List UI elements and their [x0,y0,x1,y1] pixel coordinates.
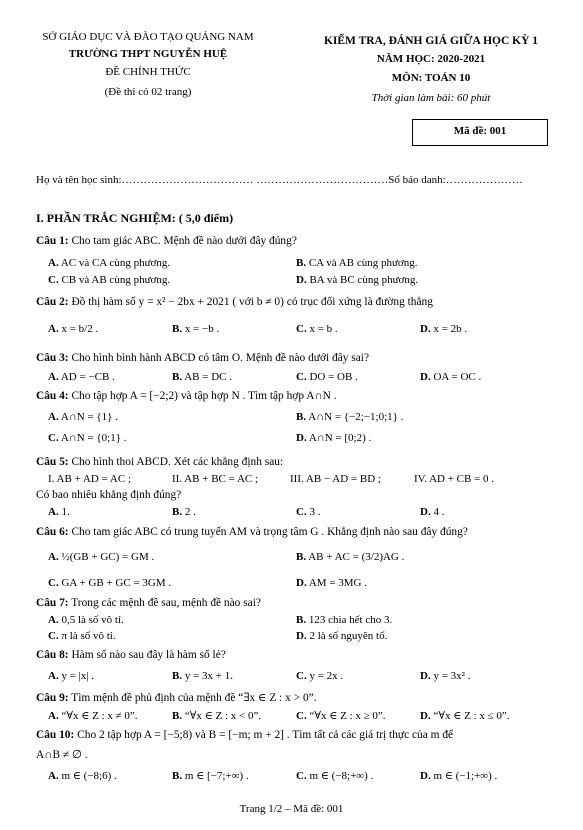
q1-option-b: B. CA và AB cùng phương. [296,257,418,269]
q8-option-a: A. y = |x| . [48,670,95,682]
official-label: ĐỀ CHÍNH THỨC [105,66,191,78]
q3-option-b: B. AB = DC . [172,371,233,383]
student-info-line: Họ và tên học sinh:……………………………… ………………………………Số báo danh:………………… [36,174,523,186]
section-title: I. PHẦN TRẮC NGHIỆM: ( 5,0 điểm) [36,211,234,225]
q5-statement-4: IV. AD + CB = 0 . [414,473,495,485]
q5-option-d: D. 4 . [420,506,445,518]
q7-option-a: A. 0,5 là số vô tỉ. [48,614,124,626]
q5-option-b: B. 2 . [172,506,196,518]
q6-option-c: C. GA + GB + GC = 3GM . [48,577,172,589]
q9-option-c: C. “∀x ∈ Z : x ≥ 0”. [296,710,386,722]
q1-option-c: C. CB và AB cùng phương. [48,274,171,286]
q4-option-c: C. A∩N = {0;1} . [48,432,127,444]
q7-option-d: D. 2 là số nguyên tố. [296,630,388,642]
q2-option-b: B. x = −b . [172,323,220,335]
q7-option-b: B. 123 chia hết cho 3. [296,614,393,626]
q9-option-b: B. “∀x ∈ Z : x < 0”. [172,710,262,722]
q7-option-c: C. π là số vô tỉ. [48,630,116,642]
q2-option-c: C. x = b . [296,323,338,335]
q4-option-a: A. A∩N = {1} . [48,411,118,423]
question-2: Câu 2: Đồ thị hàm số y = x² − 2bx + 2021 ( với b ≠ 0) có trục đối xứng là đường thẳng [36,296,433,308]
q2-option-d: D. x = 2b . [420,323,468,335]
q6-option-b: B. AB + AC = (3/2)AG . [296,551,405,563]
page-count: (Đề thi có 02 trang) [104,86,192,98]
question-6: Câu 6: Cho tam giác ABC có trung tuyến AM và trọng tâm G . Khẳng định nào sau đây đúng? [36,526,468,538]
q8-option-b: B. y = 3x + 1. [172,670,234,682]
q9-option-d: D. “∀x ∈ Z : x ≤ 0”. [420,710,510,722]
question-9: Câu 9: Tìm mệnh đề phủ định của mệnh đề “∃x ∈ Z : x > 0”. [36,692,317,704]
question-7: Câu 7: Trong các mệnh đề sau, mệnh đề nào sai? [36,597,261,609]
question-8: Câu 8: Hàm số nào sau đây là hàm số lẻ? [36,649,226,661]
q10-option-b: B. m ∈ [−7;+∞) . [172,770,249,782]
q5-option-a: A. 1. [48,506,70,518]
question-4: Câu 4: Cho tập hợp A = [−2;2) và tập hợp N . Tìm tập hợp A∩N . [36,390,337,402]
page-footer: Trang 1/2 – Mã đề: 001 [239,803,344,815]
q4-option-b: B. A∩N = {−2;−1;0;1} . [296,411,404,423]
question-10: Câu 10: Cho 2 tập hợp A = [−5;8) và B = [−m; m + 2] . Tìm tất cả các giá trị thực của m để [36,729,454,741]
q4-option-d: D. A∩N = [0;2) . [296,432,372,444]
exam-code: Mã đề: 001 [453,125,507,137]
dept-name: SỞ GIÁO DỤC VÀ ĐÀO TẠO QUẢNG NAM [42,31,254,43]
q6-option-a: A. ½(GB + GC) = GM . [48,551,155,563]
question-1: Câu 1: Cho tam giác ABC. Mệnh đề nào dưới đây đúng? [36,235,297,247]
q5-statement-3: III. AB − AD = BD ; [290,473,381,485]
subject: MÔN: TOÁN 10 [391,72,471,84]
question-5: Câu 5: Cho hình thoi ABCD. Xét các khẳng định sau: [36,456,284,468]
q3-option-c: C. DO = OB . [296,371,358,383]
school-name: TRƯỜNG THPT NGUYỄN HUỆ [68,48,228,60]
q6-option-d: D. AM = 3MG . [296,577,367,589]
q3-option-d: D. OA = OC . [420,371,482,383]
q3-option-a: A. AD = −CB . [48,371,115,383]
q1-option-d: D. BA và BC cùng phương. [296,274,419,286]
question-3: Câu 3: Cho hình bình hành ABCD có tâm O. Mệnh đề nào dưới đây sai? [36,352,370,364]
q1-option-a: A. AC và CA cùng phương. [48,257,171,269]
q8-option-d: D. y = 3x² . [420,670,471,682]
q5-statement-1: I. AB + AD = AC ; [48,473,132,485]
q10-option-a: A. m ∈ (−8;6) . [48,770,117,782]
q9-option-a: A. “∀x ∈ Z : x ≠ 0”. [48,710,138,722]
q5-statement-2: II. AB + BC = AC ; [172,473,259,485]
q10-continuation: A∩B ≠ ∅ . [36,749,88,761]
q10-option-c: C. m ∈ (−8;+∞) . [296,770,374,782]
q5-option-c: C. 3 . [296,506,321,518]
q5-prompt: Có bao nhiêu khẳng định đúng? [36,489,182,501]
q8-option-c: C. y = 2x . [296,670,344,682]
q10-option-d: D. m ∈ (−1;+∞) . [420,770,498,782]
school-year: NĂM HỌC: 2020-2021 [376,53,486,65]
q2-option-a: A. x = b/2 . [48,323,99,335]
exam-title: KIỂM TRA, ĐÁNH GIÁ GIỮA HỌC KỲ 1 [323,35,539,47]
duration: Thời gian làm bài: 60 phút [371,92,491,104]
